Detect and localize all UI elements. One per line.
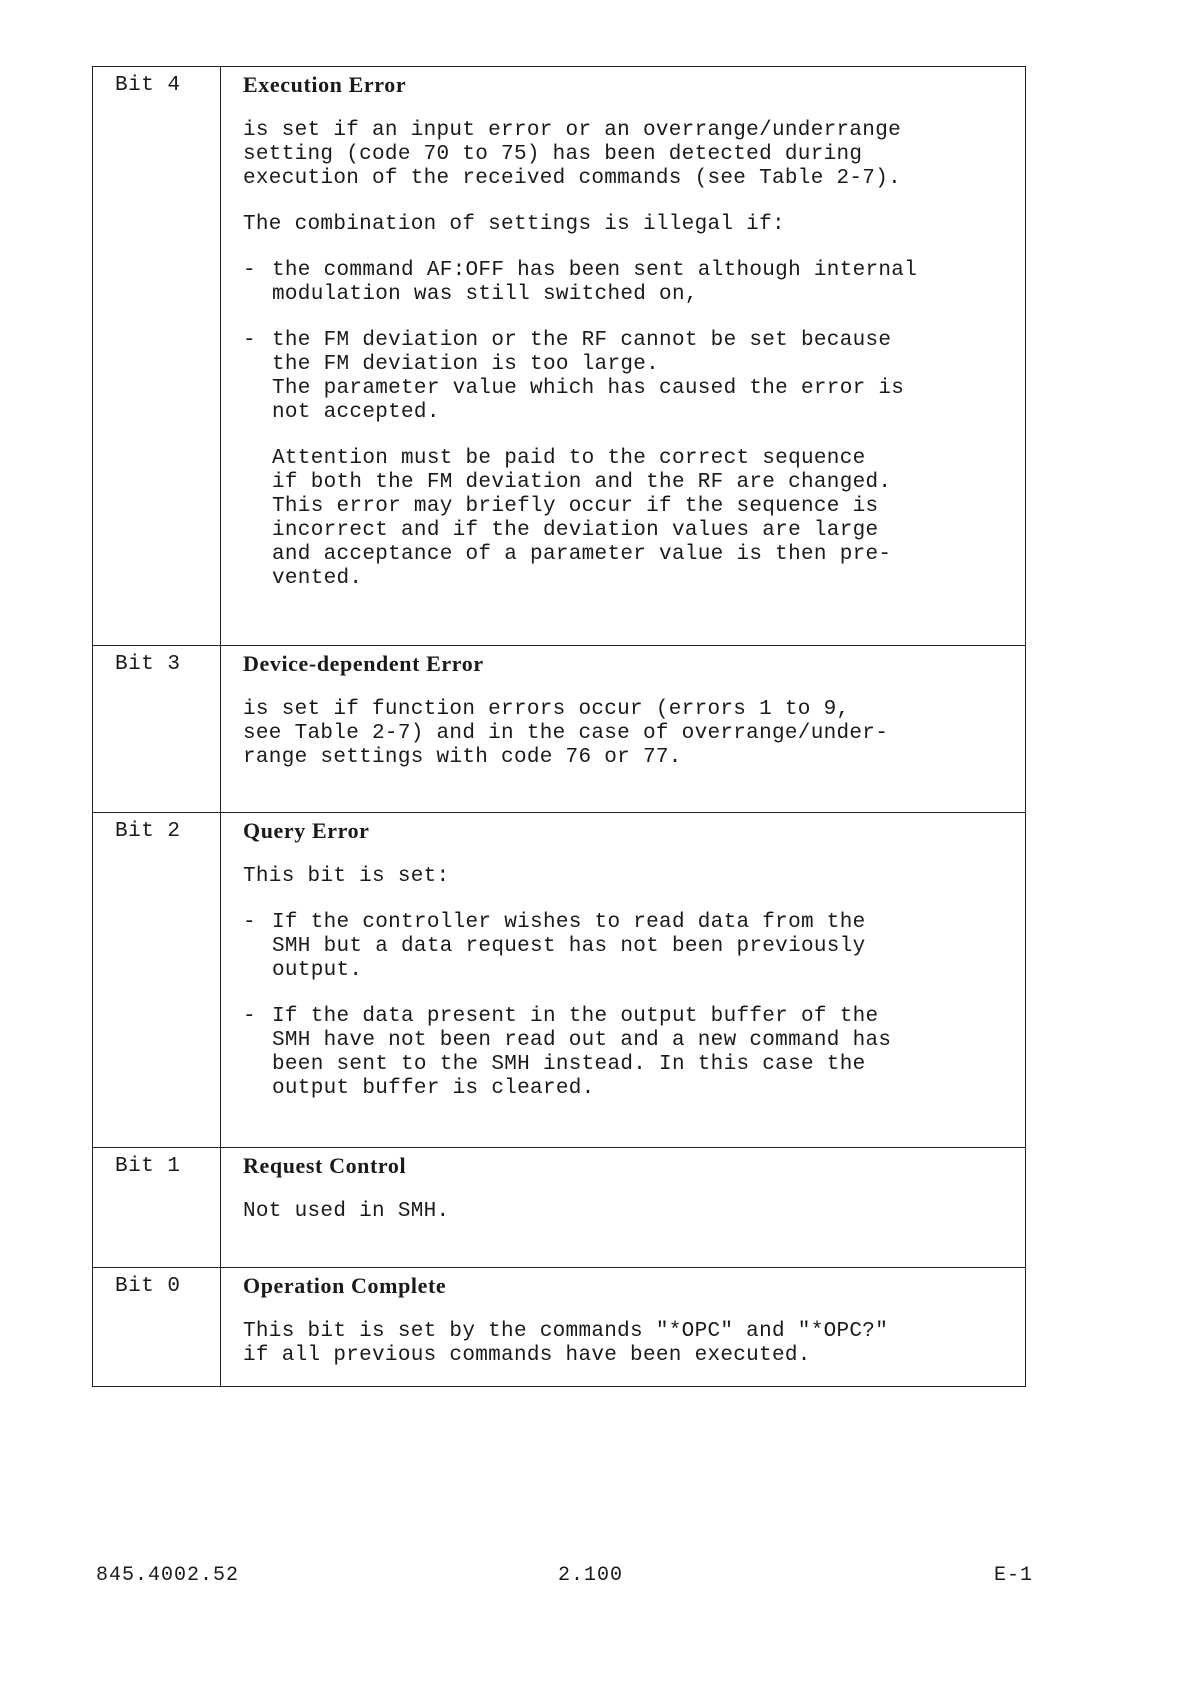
bullet-dash: - — [243, 1005, 256, 1028]
table-row-bit-3 — [93, 645, 1025, 812]
list-item-text: If the data present in the output buffer of the SMH have not been read out and a new command has been sent to the SMH instead. In this case the output buffer is cleared. — [272, 1005, 892, 1100]
list-item-text: If the controller wishes to read data from the SMH but a data request has not been previously output. — [272, 911, 866, 982]
list-item — [243, 329, 1007, 425]
bit-description — [221, 813, 1025, 1147]
bit-title: Execution Error — [243, 72, 407, 97]
list-item — [243, 911, 1007, 983]
list-item — [243, 259, 1007, 307]
bit-description — [221, 646, 1025, 812]
bit-intro: is set if function errors occur (errors 1 to 9, see Table 2-7) and in the case of overrange/under- range settings with code 76 or 77. — [243, 698, 889, 769]
page-number: 2.100 — [558, 1564, 624, 1587]
bit-intro: is set if an input error or an overrange/underrange setting (code 70 to 75) has been detected during execution of the received commands (see Table 2-7). — [243, 119, 902, 190]
bullet-dash: - — [243, 329, 256, 352]
list-item — [243, 1005, 1007, 1101]
edition-label: E-1 — [994, 1564, 1034, 1587]
bit-title: Query Error — [243, 818, 370, 843]
status-register-bit-table — [92, 66, 1026, 1387]
bit-label: Bit 1 — [93, 1148, 221, 1267]
bit-intro: This bit is set by the commands "*OPC" and "*OPC?" if all previous commands have been executed. — [243, 1320, 889, 1367]
bit-label: Bit 3 — [93, 646, 221, 812]
bit-description — [221, 67, 1025, 645]
bullet-dash: - — [243, 259, 256, 282]
bit-description — [221, 1148, 1025, 1267]
bit-label: Bit 0 — [93, 1268, 221, 1386]
bit-description — [221, 1268, 1025, 1386]
list-item-text: the FM deviation or the RF cannot be set because the FM deviation is too large. The parameter value which has caused the error is not accepted. — [272, 329, 905, 424]
table-row-bit-2 — [93, 812, 1025, 1147]
bit-title: Device-dependent Error — [243, 651, 484, 676]
list-item-text: the command AF:OFF has been sent although internal modulation was still switched on, — [272, 259, 918, 306]
bit-intro: Not used in SMH. — [243, 1200, 450, 1223]
bit-lead: The combination of settings is illegal if: — [243, 213, 785, 236]
bit-label: Bit 2 — [93, 813, 221, 1147]
bullet-dash: - — [243, 911, 256, 934]
bit-label: Bit 4 — [93, 67, 221, 645]
document-number: 845.4002.52 — [96, 1564, 240, 1587]
bit-title: Operation Complete — [243, 1273, 447, 1298]
attention-note: Attention must be paid to the correct sequence if both the FM deviation and the RF are changed. This error may briefly occur if the sequence is incorrect and if the deviation values are large and acceptance of a parameter value is then pre- vented. — [272, 447, 892, 590]
bit-title: Request Control — [243, 1153, 407, 1178]
table-row-bit-0 — [93, 1267, 1025, 1386]
bit-lead: This bit is set: — [243, 865, 450, 888]
table-row-bit-4 — [93, 67, 1025, 645]
table-row-bit-1 — [93, 1147, 1025, 1267]
